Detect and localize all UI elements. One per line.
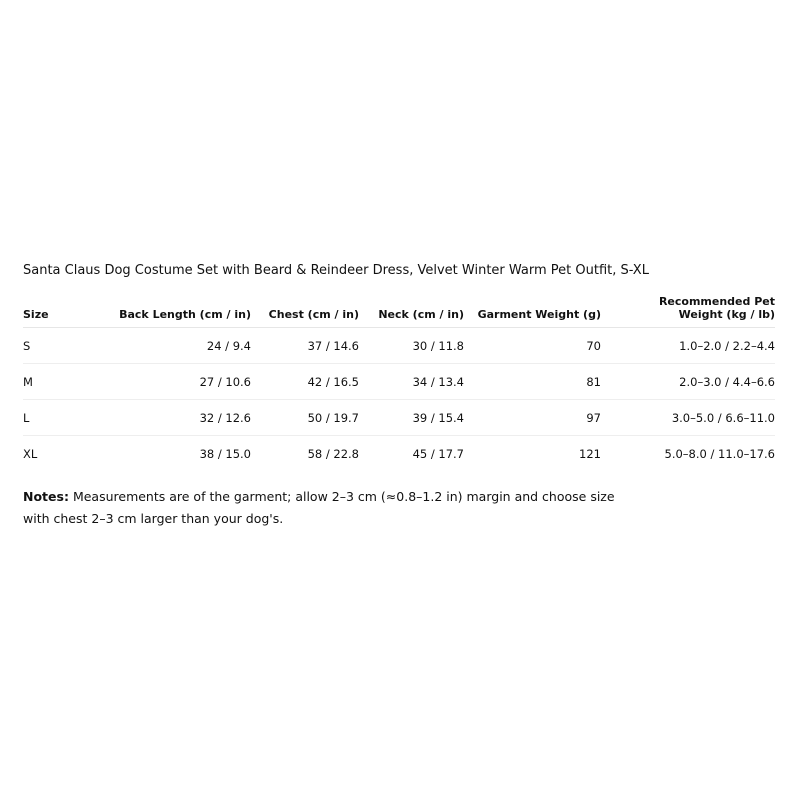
header-neck: Neck (cm / in) bbox=[359, 288, 464, 328]
cell-chest: 37 / 14.6 bbox=[251, 328, 359, 364]
cell-back-length: 38 / 15.0 bbox=[199, 446, 251, 461]
header-size: Size bbox=[23, 288, 93, 328]
cell-size: M bbox=[23, 364, 93, 400]
cell-pet-weight: 3.0–5.0 / 6.6–11.0 bbox=[601, 400, 775, 436]
cell-garment-weight: 121 bbox=[579, 446, 601, 461]
cell-back-length: 27 / 10.6 bbox=[93, 364, 251, 400]
notes-paragraph bbox=[23, 486, 643, 530]
cell-size: S bbox=[23, 328, 93, 364]
notes-label: Notes: bbox=[23, 489, 69, 504]
size-chart-table bbox=[23, 288, 775, 471]
header-back-length: Back Length (cm / in) bbox=[93, 288, 251, 328]
cell-pet-weight: 5.0–8.0 / 11.0–17.6 bbox=[664, 446, 775, 461]
cell-back-length: 24 / 9.4 bbox=[93, 328, 251, 364]
header-chest: Chest (cm / in) bbox=[251, 288, 359, 328]
table-row bbox=[23, 400, 775, 436]
cell-size: L bbox=[23, 400, 93, 436]
cell-neck: 39 / 15.4 bbox=[359, 400, 464, 436]
table-row bbox=[23, 328, 775, 364]
cell-garment-weight: 81 bbox=[464, 364, 601, 400]
header-garment-weight: Garment Weight (g) bbox=[464, 288, 601, 328]
cell-pet-weight: 2.0–3.0 / 4.4–6.6 bbox=[601, 364, 775, 400]
cell-pet-weight: 1.0–2.0 / 2.2–4.4 bbox=[601, 328, 775, 364]
table-header-row bbox=[23, 288, 775, 328]
cell-neck: 45 / 17.7 bbox=[412, 446, 464, 461]
notes-text: Measurements are of the garment; allow 2–3 cm (≈0.8–1.2 in) margin and choose size with chest 2–3 cm larger than your dog's. bbox=[23, 489, 615, 526]
cell-neck: 30 / 11.8 bbox=[359, 328, 464, 364]
header-pet-weight-line2: Weight (kg / lb) bbox=[678, 308, 775, 321]
cell-chest: 42 / 16.5 bbox=[251, 364, 359, 400]
page-title: Santa Claus Dog Costume Set with Beard & Reindeer Dress, Velvet Winter Warm Pet Outfit, S-XL bbox=[23, 263, 649, 278]
table-row bbox=[23, 436, 775, 472]
table-row bbox=[23, 364, 775, 400]
cell-chest: 50 / 19.7 bbox=[251, 400, 359, 436]
cell-neck: 34 / 13.4 bbox=[359, 364, 464, 400]
cell-garment-weight: 70 bbox=[464, 328, 601, 364]
cell-garment-weight: 97 bbox=[464, 400, 601, 436]
cell-back-length: 32 / 12.6 bbox=[93, 400, 251, 436]
header-pet-weight-line1: Recommended Pet bbox=[658, 295, 775, 308]
cell-chest: 58 / 22.8 bbox=[307, 446, 359, 461]
header-pet-weight bbox=[601, 288, 775, 328]
cell-size: XL bbox=[23, 446, 38, 461]
